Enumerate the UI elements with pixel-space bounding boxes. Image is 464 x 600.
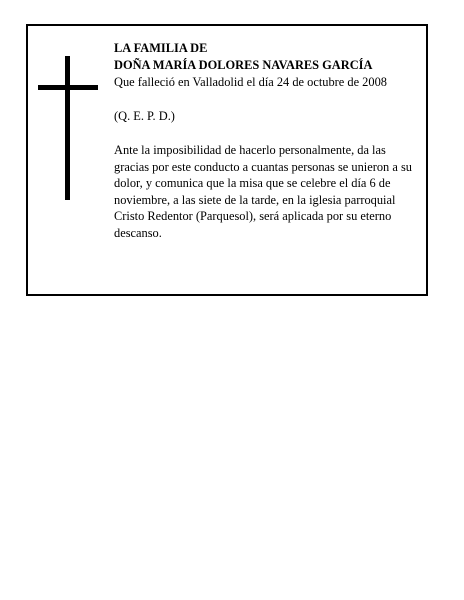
qepd-line: (Q. E. P. D.) [114, 109, 175, 123]
cross-icon [38, 56, 98, 200]
obituary-notice [26, 24, 428, 296]
death-date-line: Que falleció en Valladolid el día 24 de octubre de 2008 [114, 75, 387, 89]
notice-text [114, 40, 420, 242]
cross-vertical-bar [65, 56, 70, 200]
thanks-message: Ante la imposibilidad de hacerlo personalmente, da las gracias por este conducto a cuantas personas se unieron a su dolor, y comunica que la misa que se celebre el día 6 de noviembre, a las siete de la tarde, en la iglesia parroquial Cristo Redentor (Parquesol), será aplicada por su eterno descanso. [114, 143, 412, 240]
cross-horizontal-bar [38, 85, 98, 90]
family-heading: LA FAMILIA DE [114, 41, 208, 55]
deceased-name: DOÑA MARÍA DOLORES NAVARES GARCÍA [114, 58, 373, 72]
